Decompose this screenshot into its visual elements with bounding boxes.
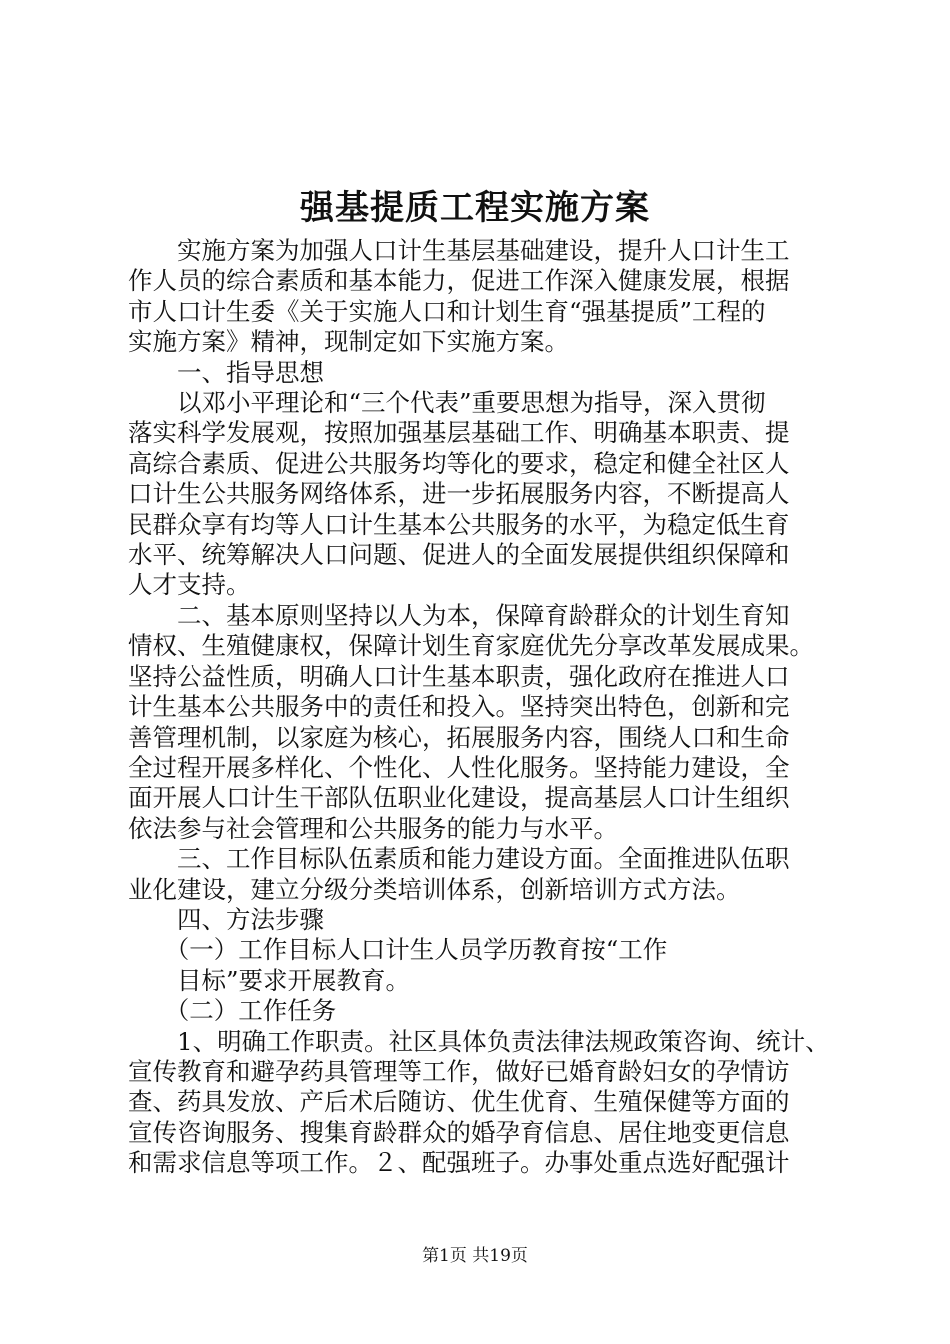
body-line: 业化建设，建立分级分类培训体系，创新培训方式方法。 (128, 874, 741, 904)
body-line: 水平、统筹解决人口问题、促进人的全面发展提供组织保障和 (128, 540, 790, 570)
body-line: 二、基本原则坚持以人为本，保障育龄群众的计划生育知 (128, 600, 790, 630)
body-line: 三、工作目标队伍素质和能力建设方面。全面推进队伍职 (128, 844, 790, 874)
body-line: 目标”要求开展教育。 (128, 965, 411, 995)
section-heading: 一、指导思想 (128, 357, 324, 387)
body-line: 口计生公共服务网络体系，进一步拓展服务内容，不断提高人 (128, 479, 790, 509)
body-line: 1、明确工作职责。社区具体负责法律法规政策咨询、统计、 (128, 1026, 830, 1056)
body-line: 情权、生殖健康权，保障计划生育家庭优先分享改革发展成果。 (128, 631, 814, 661)
body-line: 实施方案》精神，现制定如下实施方案。 (128, 327, 569, 357)
page-number-footer: 第1页 共19页 (422, 1246, 528, 1266)
subsection-heading: （二）工作任务 (128, 996, 337, 1026)
body-line: 民群众享有均等人口计生基本公共服务的水平，为稳定低生育 (128, 509, 790, 539)
body-line: 高综合素质、促进公共服务均等化的要求，稳定和健全社区人 (128, 448, 790, 478)
body-line: （一）工作目标人口计生人员学历教育按“工作 (128, 935, 668, 965)
body-line: 依法参与社会管理和公共服务的能力与水平。 (128, 813, 618, 843)
body-line: 实施方案为加强人口计生基层基础建设，提升人口计生工 (128, 236, 790, 265)
body-line: 坚持公益性质，明确人口计生基本职责，强化政府在推进人口 (128, 661, 790, 691)
body-line: 计生基本公共服务中的责任和投入。坚持突出特色，创新和完 (128, 692, 790, 722)
body-line: 和需求信息等项工作。２、配强班子。办事处重点选好配强计 (128, 1148, 790, 1178)
document-body (128, 236, 848, 1179)
body-line: 面开展人口计生干部队伍职业化建设，提高基层人口计生组织 (128, 783, 790, 813)
body-line: 善管理机制，以家庭为核心，拓展服务内容，围绕人口和生命 (128, 722, 790, 752)
body-line: 落实科学发展观，按照加强基层基础工作、明确基本职责、提 (128, 418, 790, 448)
body-line: 查、药具发放、产后术后随访、优生优育、生殖保健等方面的 (128, 1087, 790, 1117)
body-line: 以邓小平理论和“三个代表”重要思想为指导，深入贯彻 (128, 388, 766, 418)
document-title: 强基提质工程实施方案 (300, 188, 650, 228)
body-line: 宣传咨询服务、搜集育龄群众的婚孕育信息、居住地变更信息 (128, 1117, 790, 1147)
body-line: 人才支持。 (128, 570, 251, 600)
body-line: 宣传教育和避孕药具管理等工作，做好已婚育龄妇女的孕情访 (128, 1056, 790, 1086)
body-line: 作人员的综合素质和基本能力，促进工作深入健康发展，根据 (128, 266, 790, 296)
section-heading: 四、方法步骤 (128, 904, 324, 934)
body-line: 全过程开展多样化、个性化、人性化服务。坚持能力建设，全 (128, 752, 790, 782)
body-line: 市人口计生委《关于实施人口和计划生育“强基提质”工程的 (128, 296, 766, 326)
